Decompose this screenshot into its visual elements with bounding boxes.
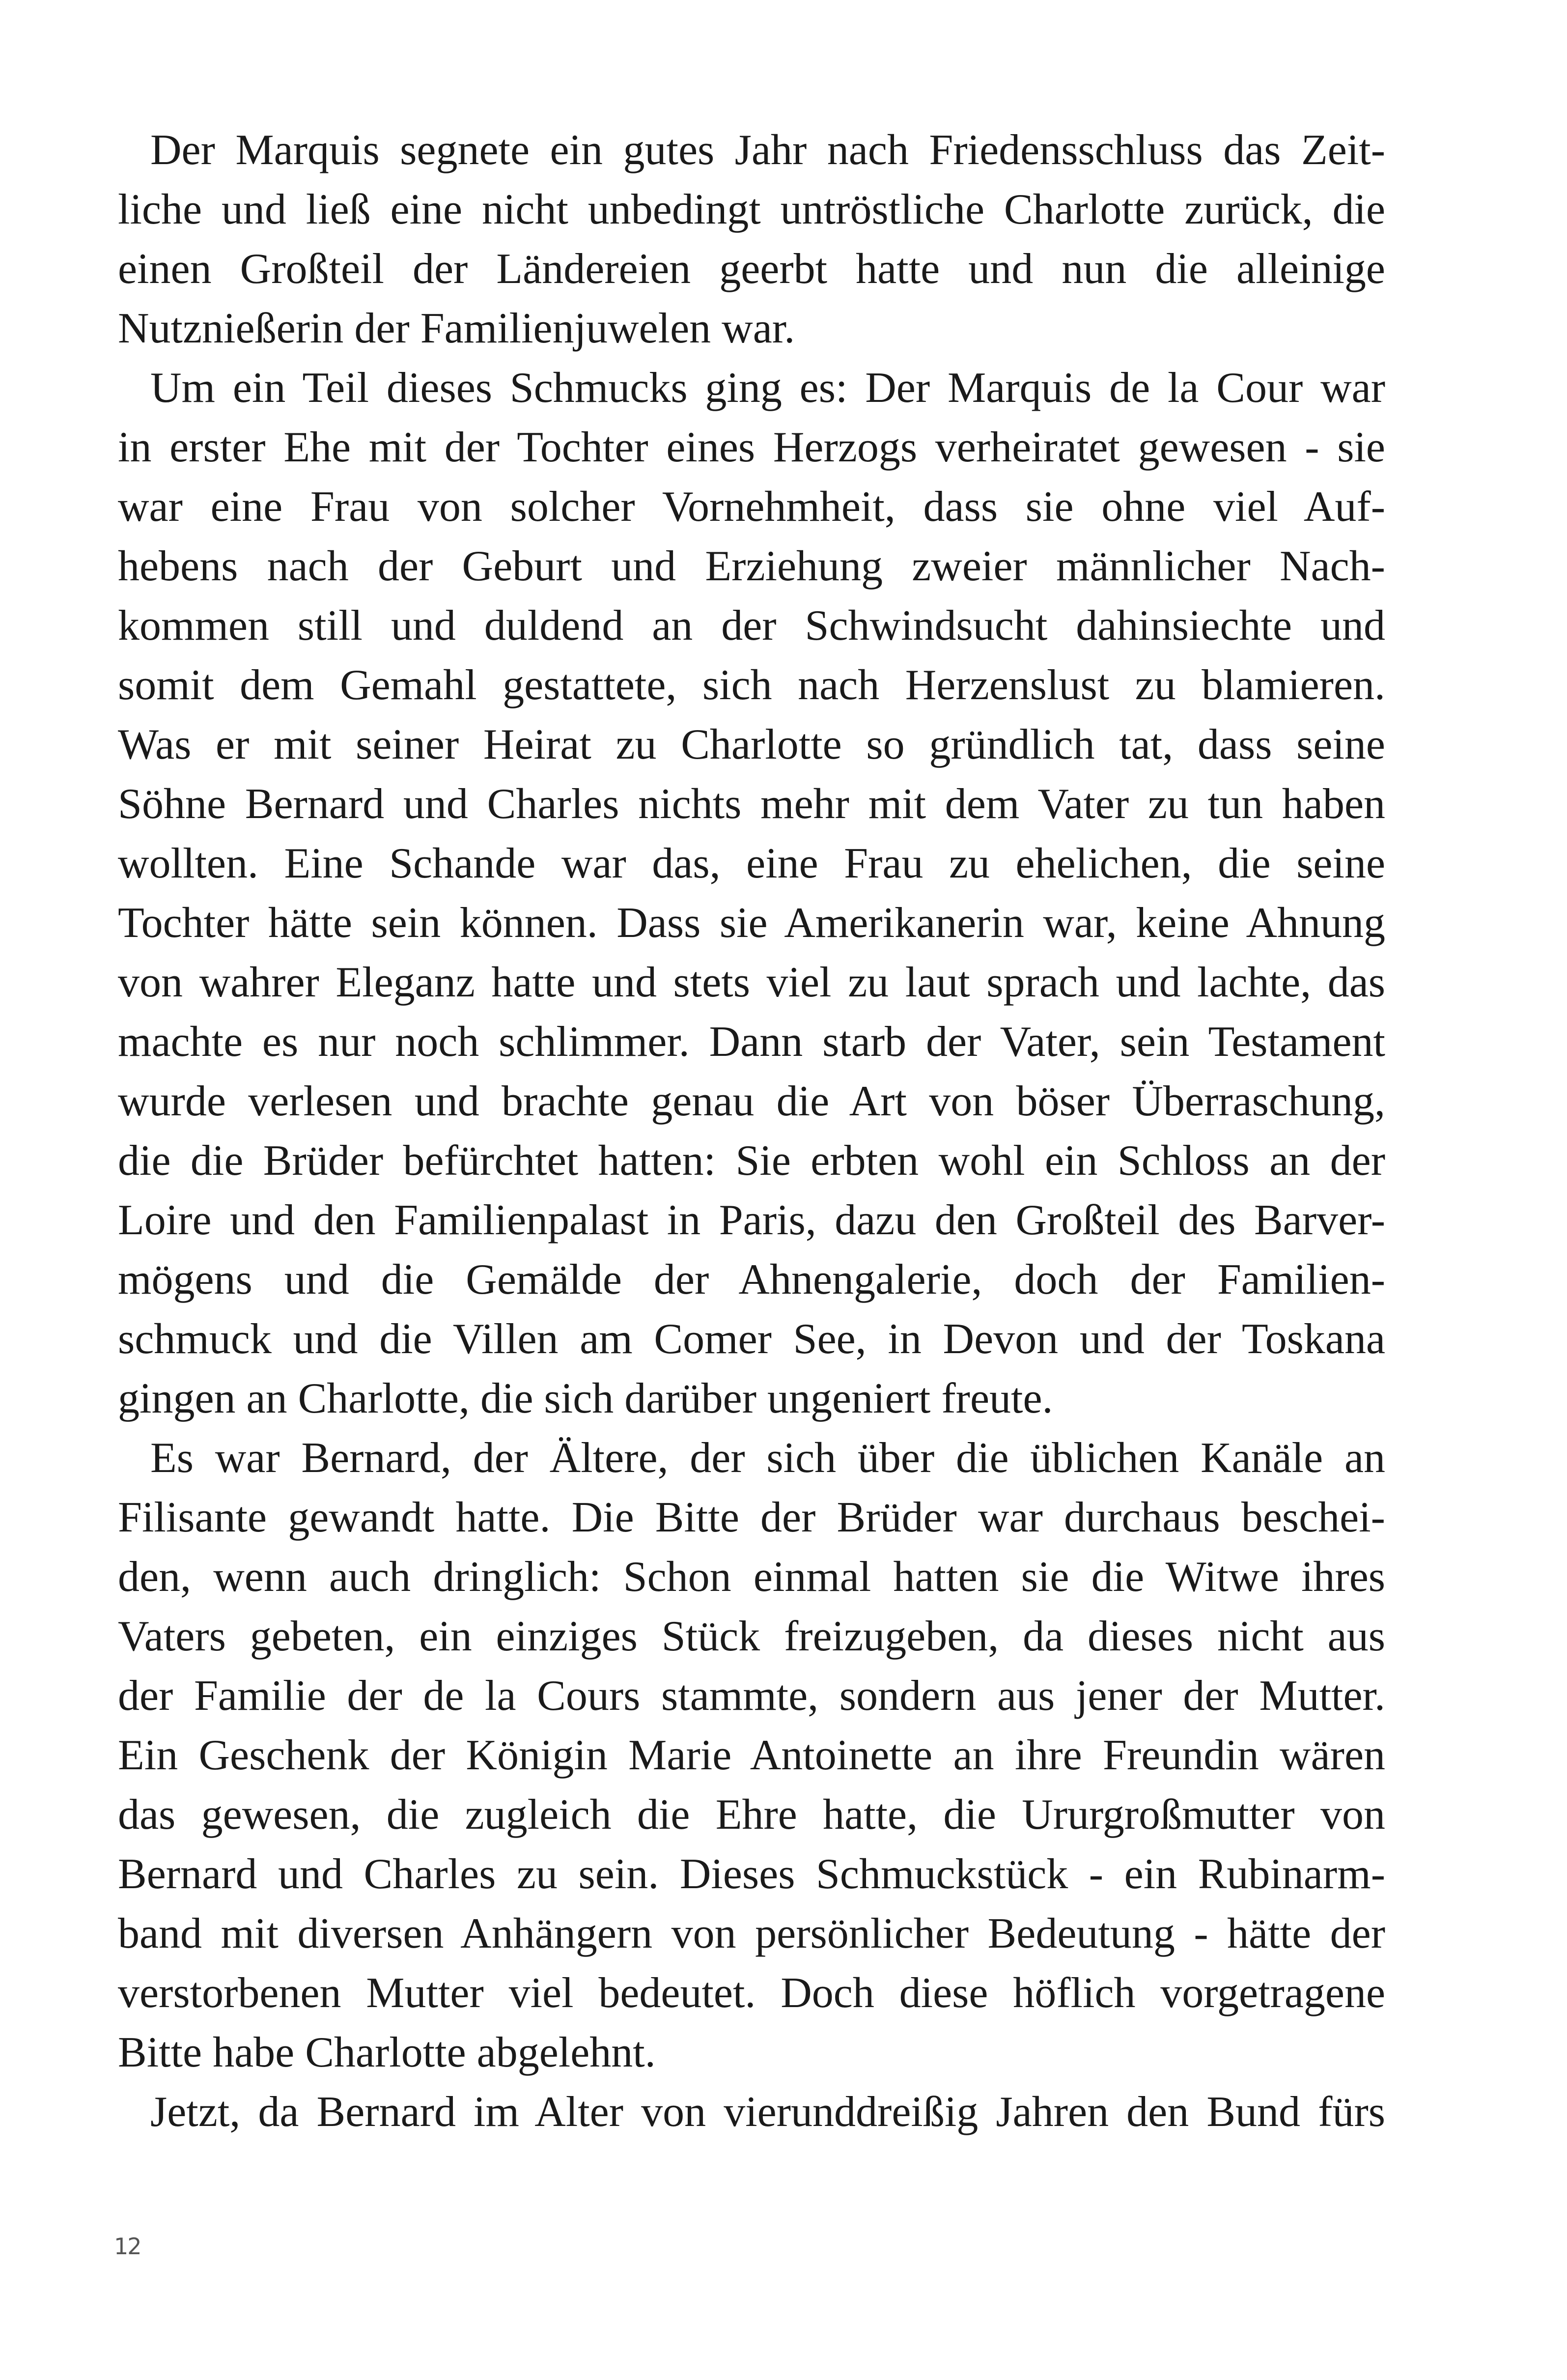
text-line: das gewesen, die zugleich die Ehre hatte, die Ururgroßmutter von [118,1791,1385,1839]
text-line: Vaters gebeten, ein einziges Stück freizugeben, da dieses nicht aus [118,1613,1385,1660]
text-line: den, wenn auch dringlich: Schon einmal hatten sie die Witwe ihres [118,1553,1385,1601]
text-line: Es war Bernard, der Ältere, der sich über die üblichen Kanäle an [150,1434,1385,1482]
text-line: mögens und die Gemälde der Ahnengalerie, doch der Familien- [118,1256,1385,1303]
text-line: Söhne Bernard und Charles nichts mehr mit dem Vater zu tun haben [118,780,1385,828]
text-line: einen Großteil der Ländereien geerbt hatte und nun die alleinige [118,245,1385,293]
text-line: wurde verlesen und brachte genau die Art von böser Überraschung, [118,1077,1385,1125]
text-line: Nutznießerin der Familienjuwelen war. [118,305,795,352]
text-line: kommen still und duldend an der Schwindsucht dahinsiechte und [118,602,1385,650]
text-line: wollten. Eine Schande war das, eine Frau zu ehelichen, die seine [118,840,1385,887]
paragraph-3 [118,1428,1385,2082]
paragraph-1 [118,120,1385,358]
text-line: Bernard und Charles zu sein. Dieses Schmuckstück - ein Rubinarm- [118,1850,1385,1898]
text-line: in erster Ehe mit der Tochter eines Herzogs verheiratet gewesen - sie [118,424,1385,471]
text-line: Was er mit seiner Heirat zu Charlotte so gründlich tat, dass seine [118,721,1385,768]
page-number: 12 [114,2233,141,2260]
text-line: liche und ließ eine nicht unbedingt untröstliche Charlotte zurück, die [118,186,1385,233]
text-line: Tochter hätte sein können. Dass sie Amerikanerin war, keine Ahnung [118,899,1385,947]
text-line: von wahrer Eleganz hatte und stets viel zu laut sprach und lachte, das [118,959,1385,1006]
text-line: hebens nach der Geburt und Erziehung zweier männlicher Nach- [118,542,1385,590]
text-line: Ein Geschenk der Königin Marie Antoinette an ihre Freundin wären [118,1731,1385,1779]
text-line: gingen an Charlotte, die sich darüber ungeniert freute. [118,1375,1053,1422]
text-line: machte es nur noch schlimmer. Dann starb der Vater, sein Testament [118,1018,1385,1066]
text-line: Um ein Teil dieses Schmucks ging es: Der Marquis de la Cour war [150,364,1385,412]
paragraph-4 [118,2082,1385,2142]
text-line: somit dem Gemahl gestattete, sich nach Herzenslust zu blamieren. [118,661,1385,709]
text-line: Jetzt, da Bernard im Alter von vierunddreißig Jahren den Bund fürs [150,2088,1385,2136]
text-line: Filisante gewandt hatte. Die Bitte der Brüder war durchaus beschei- [118,1494,1385,1541]
text-line: Loire und den Familienpalast in Paris, dazu den Großteil des Barver- [118,1196,1385,1244]
text-line: war eine Frau von solcher Vornehmheit, dass sie ohne viel Auf- [118,483,1385,531]
body-text [118,120,1385,2142]
text-line: verstorbenen Mutter viel bedeutet. Doch diese höflich vorgetragene [118,1969,1385,2017]
text-line: schmuck und die Villen am Comer See, in Devon und der Toskana [118,1315,1385,1363]
paragraph-2 [118,358,1385,1428]
text-line: die die Brüder befürchtet hatten: Sie erbten wohl ein Schloss an der [118,1137,1385,1185]
text-line: der Familie der de la Cours stammte, sondern aus jener der Mutter. [118,1672,1385,1720]
text-line: band mit diversen Anhängern von persönlicher Bedeutung - hätte der [118,1910,1385,1957]
text-line: Der Marquis segnete ein gutes Jahr nach Friedensschluss das Zeit- [150,126,1385,174]
text-line: Bitte habe Charlotte abgelehnt. [118,2029,656,2076]
